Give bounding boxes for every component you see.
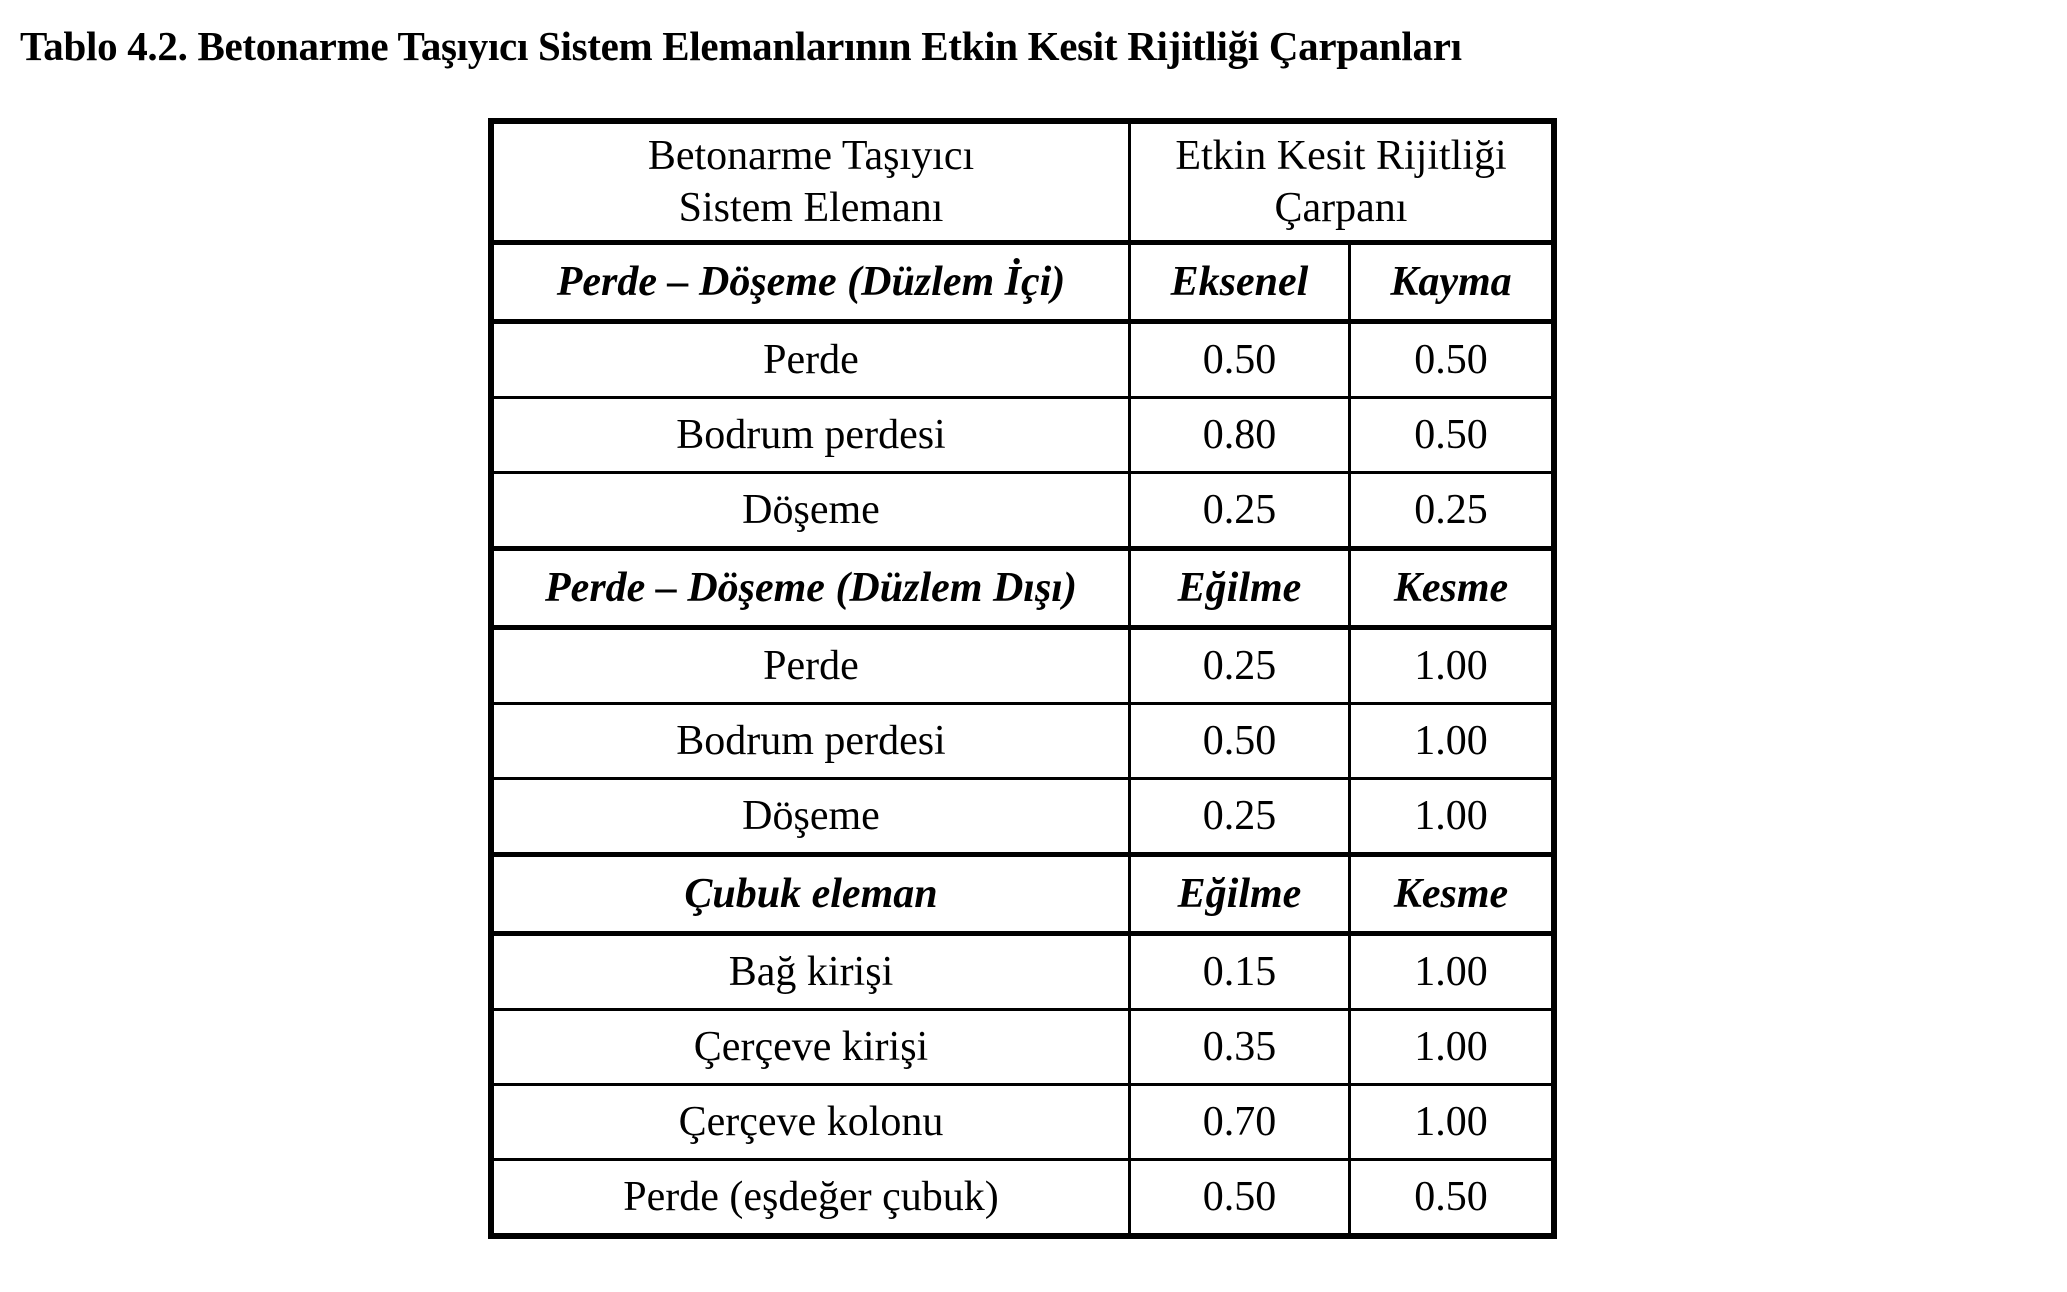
value-cell: 0.35 <box>1130 1010 1350 1085</box>
value-cell: 0.25 <box>1130 473 1350 549</box>
table-row <box>491 934 1554 1010</box>
element-name-cell: Perde (eşdeğer çubuk) <box>491 1160 1130 1237</box>
effective-stiffness-table <box>488 118 1557 1239</box>
section-col2-header: Kesme <box>1350 855 1555 934</box>
value-cell: 1.00 <box>1350 1085 1555 1160</box>
section-label: Perde – Döşeme (Düzlem Dışı) <box>491 549 1130 628</box>
table-row <box>491 473 1554 549</box>
header-element-column <box>491 121 1130 243</box>
element-name-cell: Döşeme <box>491 779 1130 855</box>
table-row <box>491 704 1554 779</box>
element-name-cell: Çerçeve kirişi <box>491 1010 1130 1085</box>
value-cell: 0.50 <box>1350 398 1555 473</box>
table-row <box>491 322 1554 398</box>
element-name-cell: Çerçeve kolonu <box>491 1085 1130 1160</box>
value-cell: 0.25 <box>1130 779 1350 855</box>
element-name-cell: Perde <box>491 628 1130 704</box>
header-multiplier-line2: Çarpanı <box>1274 185 1408 231</box>
table-row <box>491 779 1554 855</box>
value-cell: 0.25 <box>1130 628 1350 704</box>
section-label: Perde – Döşeme (Düzlem İçi) <box>491 243 1130 322</box>
table-row <box>491 628 1554 704</box>
element-name-cell: Döşeme <box>491 473 1130 549</box>
value-cell: 1.00 <box>1350 628 1555 704</box>
section-col1-header: Eğilme <box>1130 855 1350 934</box>
header-element-line2: Sistem Elemanı <box>678 185 944 231</box>
value-cell: 0.25 <box>1350 473 1555 549</box>
value-cell: 1.00 <box>1350 934 1555 1010</box>
table-row <box>491 1010 1554 1085</box>
table-caption: Tablo 4.2. Betonarme Taşıyıcı Sistem Elemanlarının Etkin Kesit Rijitliği Çarpanları <box>20 23 1462 69</box>
value-cell: 0.15 <box>1130 934 1350 1010</box>
table-header-row <box>491 121 1554 243</box>
element-name-cell: Perde <box>491 322 1130 398</box>
section-col2-header: Kesme <box>1350 549 1555 628</box>
section-col2-header: Kayma <box>1350 243 1555 322</box>
section-label: Çubuk eleman <box>491 855 1130 934</box>
value-cell: 0.50 <box>1130 704 1350 779</box>
header-multiplier-column <box>1130 121 1555 243</box>
element-name-cell: Bağ kirişi <box>491 934 1130 1010</box>
value-cell: 0.50 <box>1130 322 1350 398</box>
value-cell: 1.00 <box>1350 779 1555 855</box>
section-header-row-bar-element <box>491 855 1554 934</box>
header-multiplier-line1: Etkin Kesit Rijitliği <box>1175 132 1507 179</box>
value-cell: 0.70 <box>1130 1085 1350 1160</box>
value-cell: 0.50 <box>1350 322 1555 398</box>
section-header-row-in-plane <box>491 243 1554 322</box>
header-element-line1: Betonarme Taşıyıcı <box>647 132 975 179</box>
section-col1-header: Eğilme <box>1130 549 1350 628</box>
table-row <box>491 398 1554 473</box>
element-name-cell: Bodrum perdesi <box>491 704 1130 779</box>
value-cell: 1.00 <box>1350 1010 1555 1085</box>
table-row <box>491 1160 1554 1237</box>
value-cell: 0.50 <box>1350 1160 1555 1237</box>
table-row <box>491 1085 1554 1160</box>
section-col1-header: Eksenel <box>1130 243 1350 322</box>
value-cell: 1.00 <box>1350 704 1555 779</box>
value-cell: 0.50 <box>1130 1160 1350 1237</box>
value-cell: 0.80 <box>1130 398 1350 473</box>
element-name-cell: Bodrum perdesi <box>491 398 1130 473</box>
section-header-row-out-of-plane <box>491 549 1554 628</box>
